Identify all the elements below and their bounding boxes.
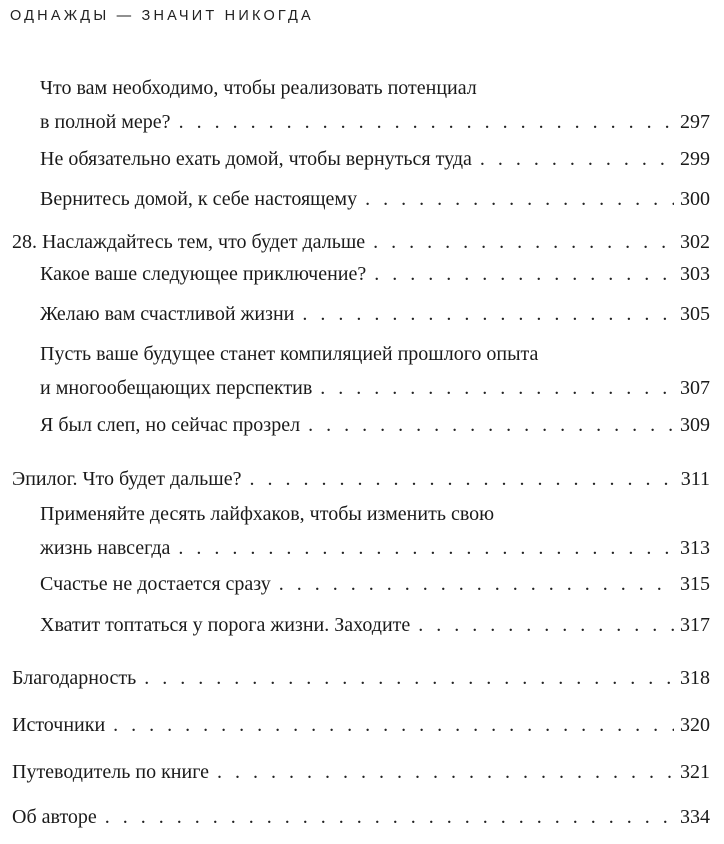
toc-entry-line (40, 142, 710, 176)
toc-entry[interactable] (12, 708, 710, 742)
dot-leader (179, 105, 674, 139)
toc-entry-line (40, 257, 710, 291)
toc-entry[interactable] (12, 755, 710, 789)
dot-leader (480, 142, 674, 176)
toc-entry-line (12, 462, 710, 496)
toc-entry[interactable] (40, 608, 710, 642)
toc-entry[interactable] (12, 800, 710, 834)
dot-leader (144, 661, 674, 695)
toc-entry[interactable] (40, 297, 710, 331)
toc-entry-text: Хватит топтаться у порога жизни. Заходите (40, 614, 411, 636)
toc-entry[interactable] (40, 337, 710, 405)
toc-page-number: 317 (680, 614, 710, 636)
toc-entry-text: Источники (12, 714, 106, 736)
toc-entry-line (40, 297, 710, 331)
dot-leader (308, 408, 674, 442)
toc-entry-text: и многообещающих перспектив (40, 377, 313, 399)
toc-page-number: 303 (680, 263, 710, 285)
dot-leader (249, 462, 674, 496)
toc-page-number: 318 (680, 667, 710, 689)
toc-entry-line (12, 800, 710, 834)
dot-leader (373, 225, 674, 259)
toc-entry[interactable] (12, 225, 710, 259)
toc-page-number: 297 (680, 111, 710, 133)
toc-entry-text: Пусть ваше будущее станет компиляцией прошлого опыта (40, 343, 539, 365)
toc-page-number: 309 (680, 414, 710, 436)
toc-entry-line (12, 661, 710, 695)
dot-leader (113, 708, 674, 742)
toc-entry-line (40, 497, 710, 531)
toc-entry-text: Вернитесь домой, к себе настоящему (40, 188, 358, 210)
toc-page-number: 334 (680, 806, 710, 828)
toc-page-number: 299 (680, 148, 710, 170)
toc-entry-text: Путеводитель по книге (12, 761, 210, 783)
dot-leader (418, 608, 674, 642)
toc-entry-line (40, 371, 710, 405)
toc-entry-text: Что вам необходимо, чтобы реализовать потенциал (40, 77, 477, 99)
toc-page-number: 302 (680, 231, 710, 253)
toc-entry-text: Применяйте десять лайфхаков, чтобы изменить свою (40, 503, 495, 525)
toc-entry-text: 28. Наслаждайтесь тем, что будет дальше (12, 231, 366, 253)
toc-entry[interactable] (40, 257, 710, 291)
toc-entry-text: Счастье не достается сразу (40, 573, 271, 595)
toc-entry[interactable] (40, 142, 710, 176)
toc-entry-text: Благодарность (12, 667, 137, 689)
toc-entry-line (40, 105, 710, 139)
toc-page-number: 305 (680, 303, 710, 325)
toc-entry-text: в полной мере? (40, 111, 171, 133)
dot-leader (302, 297, 674, 331)
toc-entry-line (12, 755, 710, 789)
toc-entry[interactable] (12, 462, 710, 496)
dot-leader (178, 531, 674, 565)
toc-entry-text: Желаю вам счастливой жизни (40, 303, 295, 325)
toc-page-number: 311 (680, 468, 710, 490)
toc-entry-text: Об авторе (12, 806, 97, 828)
toc-page-number: 315 (680, 573, 710, 595)
toc-entry[interactable] (12, 661, 710, 695)
toc-entry-line (40, 71, 710, 105)
toc-entry-line (40, 567, 710, 601)
toc-entry-line (12, 708, 710, 742)
toc-entry-text: жизнь навсегда (40, 537, 171, 559)
toc-page-number: 320 (680, 714, 710, 736)
toc-page-number: 300 (680, 188, 710, 210)
toc-entry-line (40, 408, 710, 442)
toc-page-number: 321 (680, 761, 710, 783)
dot-leader (365, 182, 674, 216)
dot-leader (320, 371, 674, 405)
toc-entry[interactable] (40, 182, 710, 216)
running-head: ОДНАЖДЫ — ЗНАЧИТ НИКОГДА (10, 8, 314, 24)
toc-entry[interactable] (40, 567, 710, 601)
toc-entry-text: Я был слеп, но сейчас прозрел (40, 414, 301, 436)
toc-entry-line (40, 531, 710, 565)
toc-entry-text: Не обязательно ехать домой, чтобы вернуться туда (40, 148, 472, 170)
dot-leader (105, 800, 674, 834)
toc-entry[interactable] (40, 408, 710, 442)
dot-leader (217, 755, 674, 789)
toc-entry-line (12, 225, 710, 259)
toc-entry-line (40, 182, 710, 216)
toc-page-number: 313 (680, 537, 710, 559)
dot-leader (374, 257, 674, 291)
toc-entry[interactable] (40, 71, 710, 139)
toc-entry-line (40, 337, 710, 371)
toc-entry-text: Эпилог. Что будет дальше? (12, 468, 242, 490)
toc-entry-text: Какое ваше следующее приключение? (40, 263, 367, 285)
toc-entry[interactable] (40, 497, 710, 565)
toc-entry-line (40, 608, 710, 642)
dot-leader (279, 567, 674, 601)
toc-page-number: 307 (680, 377, 710, 399)
